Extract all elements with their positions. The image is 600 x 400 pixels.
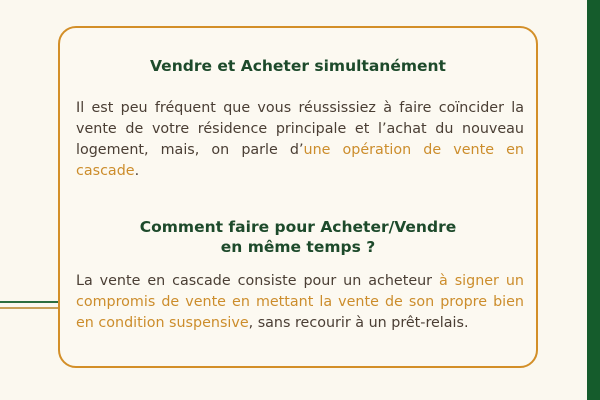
subtitle-line-1: Comment faire pour Acheter/Vendre — [139, 218, 457, 236]
intro-text: Il est peu fréquent que vous réussissiez à faire coïncider la vente de votre résidence principale et l’achat du nouveau logement, mais, on parle d’ — [76, 100, 524, 158]
decorative-line-gold — [0, 307, 60, 309]
intro-highlight: une opération de vente en cascade — [76, 142, 524, 179]
decorative-lines — [0, 300, 60, 312]
cascade-highlight: à signer un compromis de vente en mettant la vente de son propre bien en condition suspensive — [76, 273, 524, 331]
decorative-line-green — [0, 301, 60, 303]
cascade-end: , sans recourir à un prêt-relais. — [248, 315, 469, 331]
subtitle-line-2: en même temps ? — [220, 238, 376, 256]
intro-paragraph — [76, 98, 524, 182]
info-card — [58, 26, 538, 368]
card-title: Vendre et Acheter simultanément — [150, 57, 446, 75]
cascade-text: La vente en cascade consiste pour un acheteur — [76, 273, 439, 289]
cascade-paragraph — [76, 271, 524, 334]
right-green-band — [587, 0, 600, 400]
card-subtitle — [60, 217, 536, 257]
intro-end: . — [134, 163, 140, 179]
